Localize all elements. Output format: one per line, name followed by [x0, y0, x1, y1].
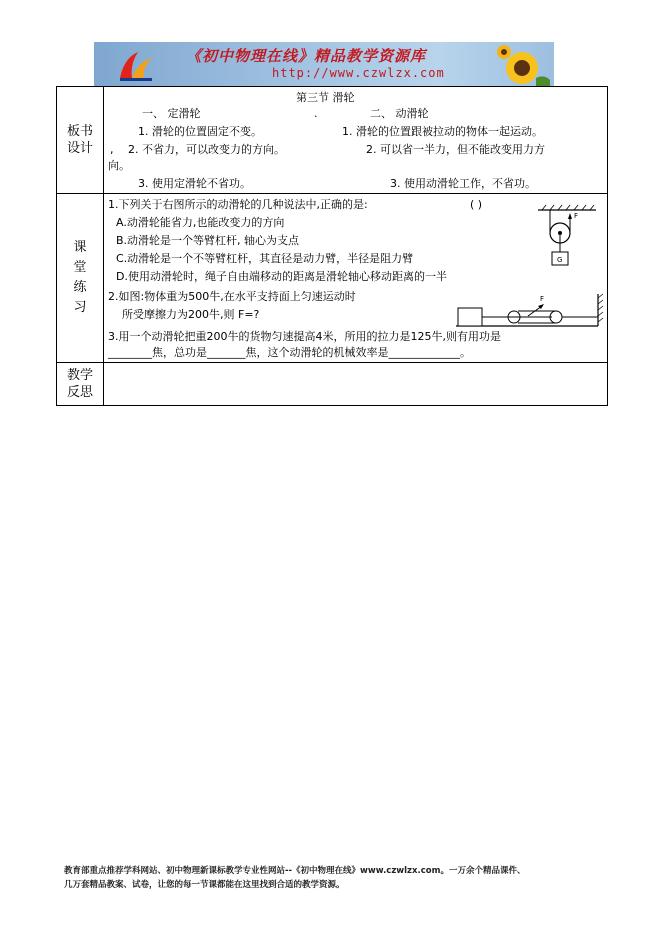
fixed-pulley-item-1: 1. 滑轮的位置固定不变。: [138, 125, 262, 138]
fixed-pulley-heading: 一、 定滑轮: [142, 107, 201, 120]
fixed-pulley-item-3: 3. 使用定滑轮不省功。: [138, 177, 251, 190]
question-1-option-c: C.动滑轮是一个不等臂杠杆，其直径是动力臂，半径是阻力臂: [116, 252, 414, 265]
movable-pulley-item-3: 3. 使用动滑轮工作，不省功。: [390, 177, 536, 190]
separator-dot: .: [314, 107, 318, 120]
question-1-answer-blank[interactable]: ( ): [470, 198, 483, 211]
movable-pulley-figure: [532, 204, 602, 270]
header-banner: [94, 42, 554, 86]
comma-mark: ,: [110, 143, 114, 156]
movable-pulley-item-2-cont: 向。: [108, 159, 130, 172]
section-title: 第三节 滑轮: [296, 91, 355, 104]
teaching-reflection-cell[interactable]: [104, 363, 608, 406]
classroom-practice-label: 课 堂 练 习: [57, 194, 104, 363]
blackboard-design-cell: [104, 87, 608, 194]
question-3-line-2: ________焦，总功是_______焦，这个动滑轮的机械效率是_____________。: [108, 346, 471, 359]
teaching-reflection-label: 教学反思: [57, 363, 104, 406]
classroom-practice-cell: [104, 194, 608, 363]
lesson-table: [56, 86, 608, 406]
horizontal-pulley-figure: [456, 290, 604, 332]
question-2-line-2: 所受摩擦力为200牛,则 F=?: [122, 308, 260, 321]
question-2-line-1: 2.如图:物体重为500牛,在水平支持面上匀速运动时: [108, 290, 356, 303]
question-3-line-1: 3.用一个动滑轮把重200牛的货物匀速提高4米，所用的拉力是125牛,则有用功是: [108, 330, 501, 343]
movable-pulley-item-2: 2. 可以省一半力，但不能改变用力方: [366, 143, 545, 156]
question-1-option-d: D.使用动滑轮时，绳子自由端移动的距离是滑轮轴心移动距离的一半: [116, 270, 447, 283]
page-footer: [64, 864, 525, 892]
figure-2-force-label: F: [540, 295, 545, 303]
question-1-option-a: A.动滑轮能省力,也能改变力的方向: [116, 216, 285, 229]
movable-pulley-item-1: 1. 滑轮的位置跟被拉动的物体一起运动。: [342, 125, 543, 138]
sunflower-icon: [492, 44, 552, 86]
footer-line-2: 几万套精品教案、试卷，让您的每一节课都能在这里找到合适的教学资源。: [64, 880, 345, 890]
blackboard-design-label: 板书设计: [57, 87, 104, 194]
question-1: 1.下列关于右图所示的动滑轮的几种说法中,正确的是:: [108, 198, 368, 211]
footer-line-1: 教育部重点推荐学科网站、初中物理新课标教学专业性网站--《初中物理在线》www.czwlzx.com。一万余个精品课件、: [64, 866, 526, 876]
banner-url[interactable]: http://www.czwlzx.com: [272, 66, 445, 80]
movable-pulley-heading: 二、 动滑轮: [370, 107, 429, 120]
figure-1-force-label: F: [574, 212, 579, 220]
site-logo-icon: [116, 48, 156, 82]
banner-title: 《初中物理在线》精品教学资源库: [186, 47, 427, 65]
question-1-option-b: B.动滑轮是一个等臂杠杆, 轴心为支点: [116, 234, 300, 247]
fixed-pulley-item-2: 2. 不省力，可以改变力的方向。: [128, 143, 285, 156]
figure-1-weight-label: G: [557, 256, 563, 264]
